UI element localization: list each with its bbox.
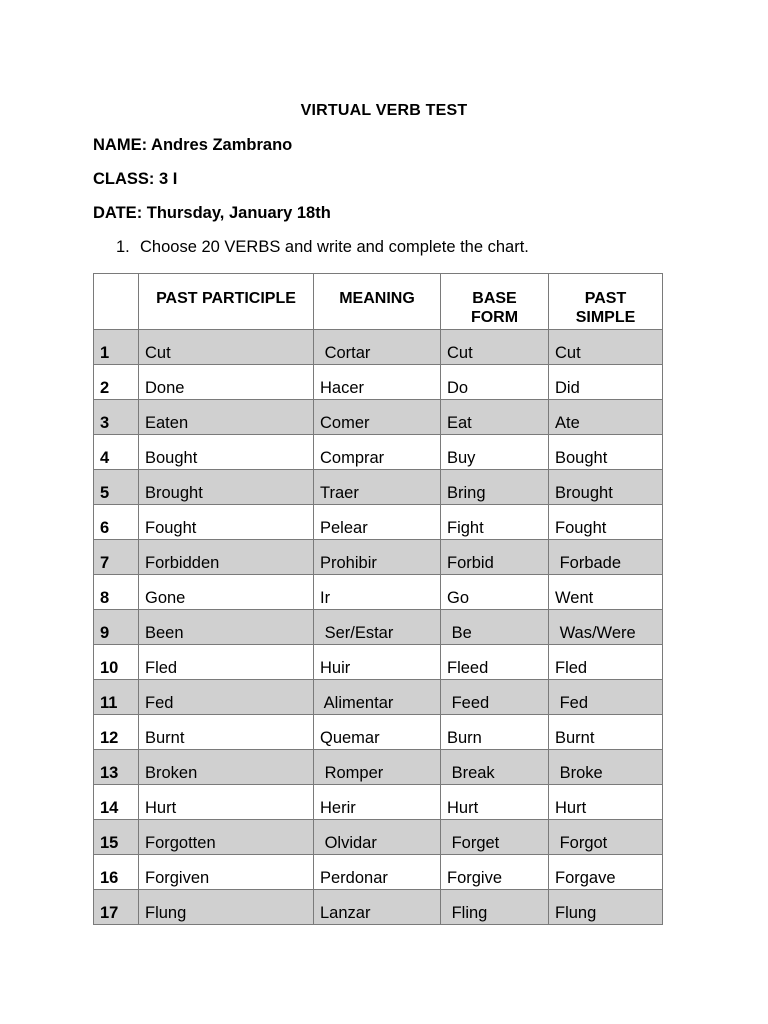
header-past-participle: PAST PARTICIPLE [139,274,314,330]
meaning-cell: Cortar [314,330,441,365]
table-row [94,680,663,715]
base-form-cell: Feed [441,680,549,715]
header-meaning: MEANING [314,274,441,330]
past-simple-cell: Cut [549,330,663,365]
past-participle-cell: Bought [139,435,314,470]
row-number: 10 [94,645,139,680]
table-row [94,820,663,855]
past-participle-cell: Broken [139,750,314,785]
table-row [94,365,663,400]
instruction-text: Choose 20 VERBS and write and complete the chart. [140,238,529,256]
table-row [94,470,663,505]
row-number: 7 [94,540,139,575]
row-number: 3 [94,400,139,435]
meaning-cell: Romper [314,750,441,785]
base-form-cell: Fling [441,890,549,925]
table-header-row [94,274,663,330]
past-participle-cell: Fought [139,505,314,540]
table-row [94,750,663,785]
past-participle-cell: Gone [139,575,314,610]
meaning-cell: Quemar [314,715,441,750]
base-form-cell: Burn [441,715,549,750]
table-row [94,575,663,610]
meaning-cell: Olvidar [314,820,441,855]
past-simple-cell: Brought [549,470,663,505]
header-past-simple [549,274,663,330]
instruction [116,238,529,257]
meaning-cell: Herir [314,785,441,820]
table-row [94,435,663,470]
past-participle-cell: Flung [139,890,314,925]
header-base-form [441,274,549,330]
table-row [94,610,663,645]
base-form-cell: Fight [441,505,549,540]
past-simple-cell: Went [549,575,663,610]
base-form-cell: Do [441,365,549,400]
past-simple-cell: Was/Were [549,610,663,645]
row-number: 11 [94,680,139,715]
past-simple-cell: Forgot [549,820,663,855]
row-number: 13 [94,750,139,785]
table-row [94,890,663,925]
row-number: 4 [94,435,139,470]
table-row [94,855,663,890]
past-participle-cell: Been [139,610,314,645]
base-form-cell: Hurt [441,785,549,820]
row-number: 9 [94,610,139,645]
base-form-cell: Be [441,610,549,645]
past-simple-cell: Ate [549,400,663,435]
meaning-cell: Ser/Estar [314,610,441,645]
table-row [94,785,663,820]
past-participle-cell: Burnt [139,715,314,750]
past-simple-cell: Forgave [549,855,663,890]
base-form-cell: Cut [441,330,549,365]
past-simple-cell: Fled [549,645,663,680]
meaning-cell: Alimentar [314,680,441,715]
past-participle-cell: Done [139,365,314,400]
verb-table [93,273,663,925]
base-form-cell: Buy [441,435,549,470]
meaning-cell: Prohibir [314,540,441,575]
past-simple-cell: Fed [549,680,663,715]
header-past-simple-text: PAST SIMPLE [575,290,636,326]
row-number: 1 [94,330,139,365]
table-row [94,645,663,680]
base-form-cell: Forbid [441,540,549,575]
header-number [94,274,139,330]
table-row [94,400,663,435]
base-form-cell: Eat [441,400,549,435]
row-number: 14 [94,785,139,820]
base-form-cell: Break [441,750,549,785]
past-simple-cell: Did [549,365,663,400]
meaning-cell: Ir [314,575,441,610]
meaning-cell: Traer [314,470,441,505]
row-number: 5 [94,470,139,505]
table-body [94,330,663,925]
meaning-cell: Pelear [314,505,441,540]
table-row [94,540,663,575]
past-participle-cell: Fled [139,645,314,680]
past-participle-cell: Forgiven [139,855,314,890]
header-base-form-text: BASE FORM [470,290,519,326]
past-participle-cell: Fed [139,680,314,715]
base-form-cell: Go [441,575,549,610]
past-participle-cell: Eaten [139,400,314,435]
past-participle-cell: Brought [139,470,314,505]
row-number: 17 [94,890,139,925]
table-row [94,715,663,750]
name-line: NAME: Andres Zambrano [93,136,293,154]
row-number: 16 [94,855,139,890]
row-number: 6 [94,505,139,540]
meaning-cell: Hacer [314,365,441,400]
base-form-cell: Forget [441,820,549,855]
base-form-cell: Bring [441,470,549,505]
document-title: VIRTUAL VERB TEST [300,102,468,119]
date-line: DATE: Thursday, January 18th [93,204,331,222]
past-simple-cell: Burnt [549,715,663,750]
past-simple-cell: Fought [549,505,663,540]
meaning-cell: Huir [314,645,441,680]
past-participle-cell: Cut [139,330,314,365]
row-number: 12 [94,715,139,750]
instruction-number: 1. [116,238,130,256]
past-participle-cell: Forbidden [139,540,314,575]
past-simple-cell: Flung [549,890,663,925]
past-simple-cell: Bought [549,435,663,470]
row-number: 8 [94,575,139,610]
class-line: CLASS: 3 I [93,170,178,188]
past-simple-cell: Forbade [549,540,663,575]
row-number: 15 [94,820,139,855]
past-simple-cell: Hurt [549,785,663,820]
meaning-cell: Comprar [314,435,441,470]
past-simple-cell: Broke [549,750,663,785]
table-row [94,505,663,540]
past-participle-cell: Forgotten [139,820,314,855]
past-participle-cell: Hurt [139,785,314,820]
meaning-cell: Perdonar [314,855,441,890]
row-number: 2 [94,365,139,400]
base-form-cell: Forgive [441,855,549,890]
meaning-cell: Comer [314,400,441,435]
meaning-cell: Lanzar [314,890,441,925]
table-row [94,330,663,365]
base-form-cell: Fleed [441,645,549,680]
